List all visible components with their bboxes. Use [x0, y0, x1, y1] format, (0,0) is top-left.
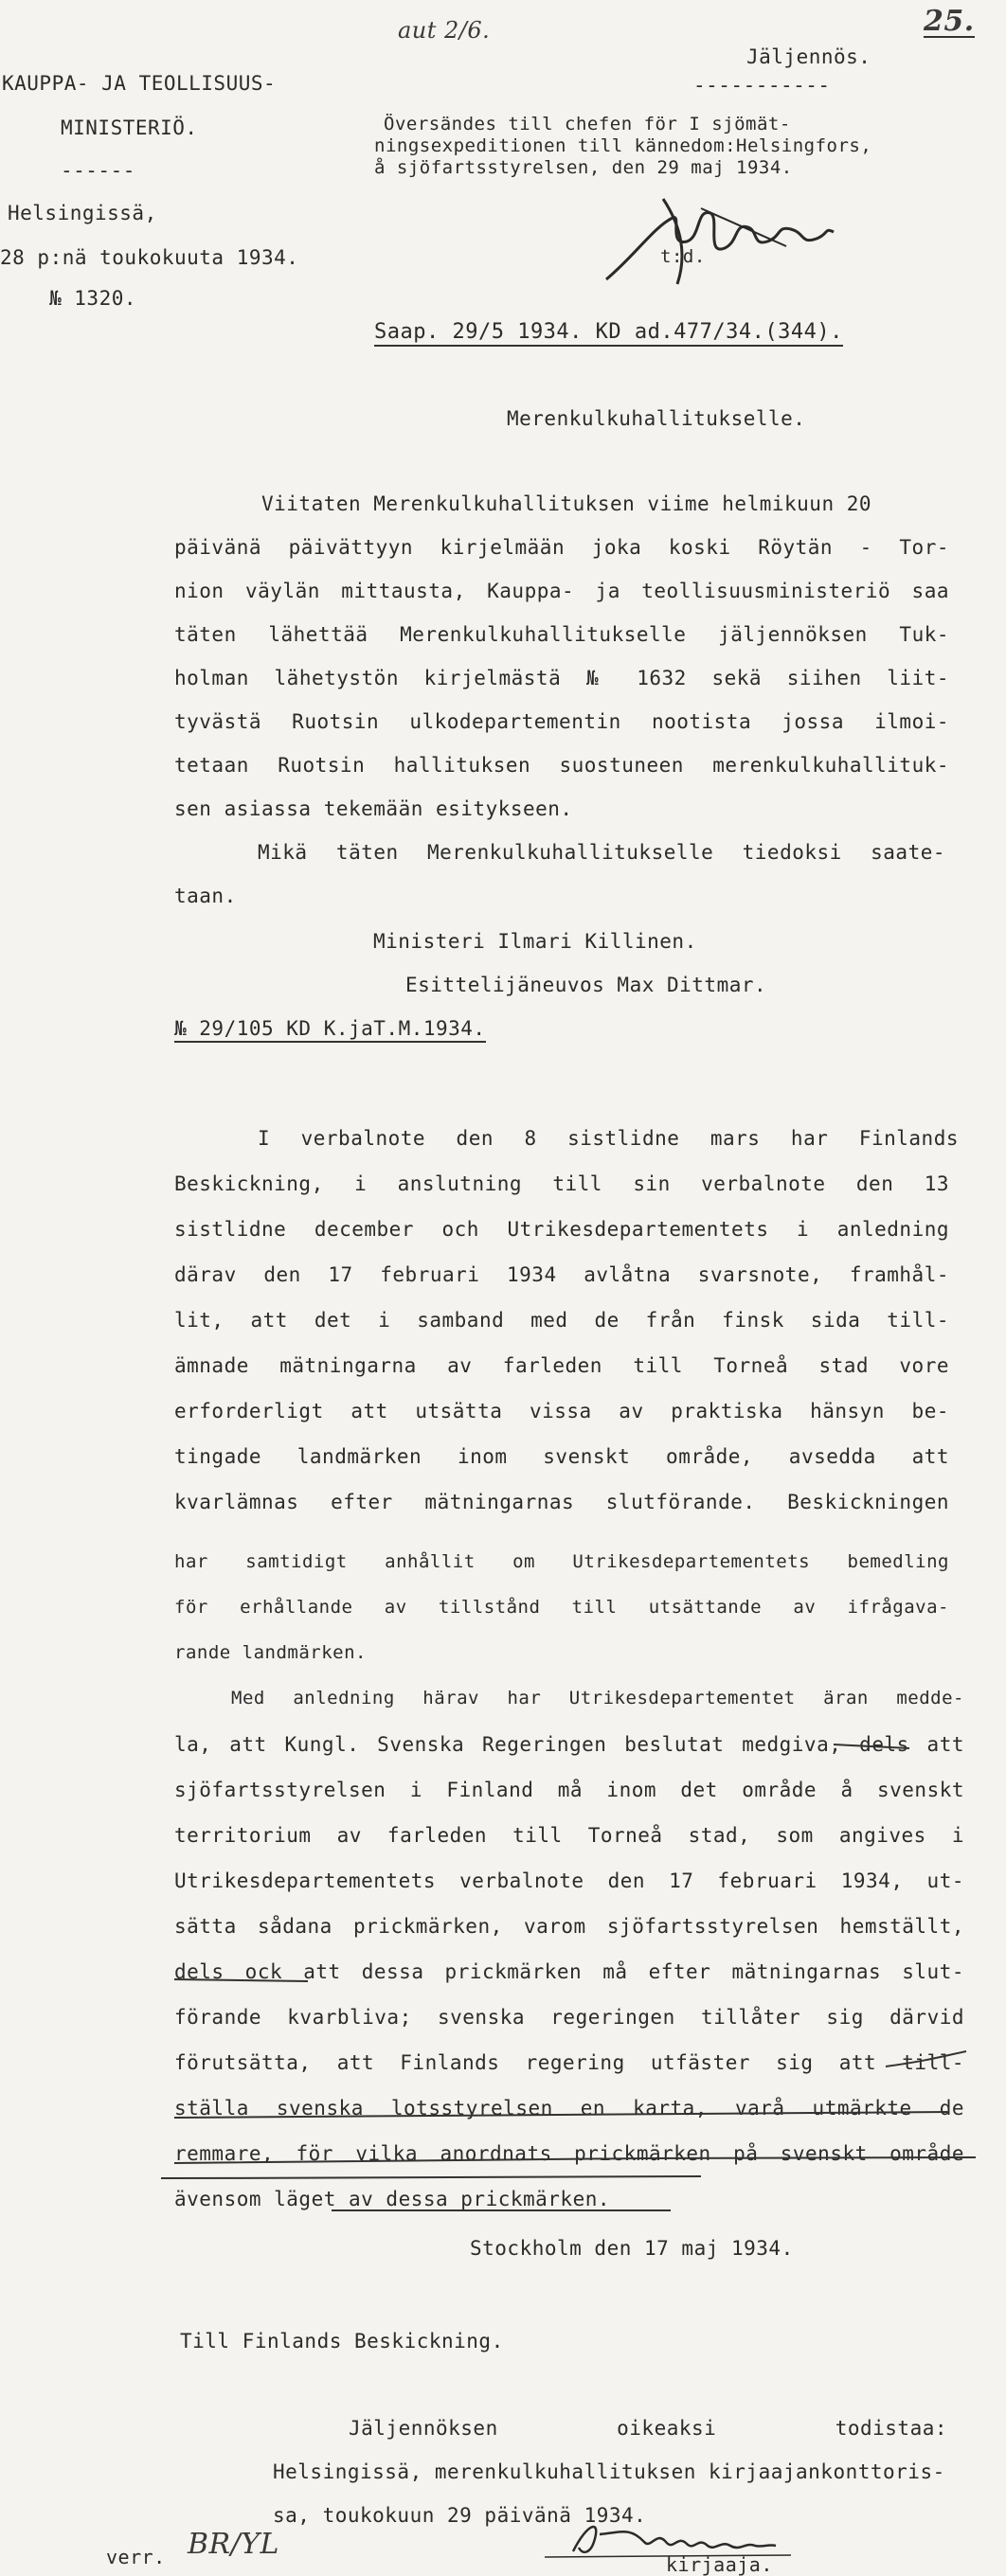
note-line: därav den 17 februari 1934 avlåtna svarsnote, framhål-	[174, 1263, 949, 1286]
page-number: 25.	[924, 5, 975, 38]
note-line: lit, att det i samband med de från finsk sida till-	[174, 1309, 949, 1332]
note-line: Med anledning härav har Utrikesdepartementet äran medde-	[231, 1688, 964, 1708]
note-recipient: Till Finlands Beskickning.	[180, 2330, 504, 2352]
letter-line: nion väylän mittausta, Kauppa- ja teollisuusministeriö saa	[174, 580, 949, 602]
copy-label: Jäljennös.	[746, 45, 871, 68]
copy-label-dashes: -----------	[693, 74, 831, 97]
verr-handwriting: BR/YL	[188, 2528, 279, 2561]
note-line: har samtidigt anhållit om Utrikesdepartementets bemedling	[174, 1551, 949, 1572]
note-line: dels ock att dessa prickmärken må efter mätningarnas slut-	[174, 1960, 964, 1983]
letter-line: holman lähetystön kirjelmästä № 1632 sekä siihen liit-	[174, 667, 949, 689]
letter-line: sen asiassa tekemään esitykseen.	[174, 797, 573, 820]
letter-line: taan.	[174, 885, 237, 907]
note-place-date: Stockholm den 17 maj 1934.	[470, 2237, 794, 2260]
forward-note-signature-suffix: t:d.	[660, 246, 706, 267]
letter-line: täten lähettää Merenkulkuhallitukselle jäljennöksen Tuk-	[174, 623, 949, 646]
forward-note-line1: Översändes till chefen för I sjömät-	[384, 114, 791, 134]
note-line: ställa svenska lotsstyrelsen en karta, varå utmärkte de	[174, 2097, 964, 2120]
sender-dashes: ------	[61, 159, 135, 182]
letter-line: Viitaten Merenkulkuhallituksen viime helmikuun 20	[261, 492, 872, 515]
reference-number: № 29/105 KD K.jaT.M.1934.	[174, 1019, 486, 1043]
note-line: la, att Kungl. Svenska Regeringen beslutat medgiva, dels att	[174, 1733, 964, 1756]
note-line: Utrikesdepartementets verbalnote den 17 februari 1934, ut-	[174, 1869, 964, 1892]
note-line: remmare, för vilka anordnats prickmärken på svenskt område	[174, 2142, 964, 2165]
verr-label: verr.	[106, 2546, 166, 2568]
received-stamp: Saap. 29/5 1934. KD ad.477/34.(344).	[374, 322, 843, 347]
addressee: Merenkulkuhallitukselle.	[507, 407, 806, 430]
referendary-name: Esittelijäneuvos Max Dittmar.	[405, 974, 767, 996]
sender-place: Helsingissä,	[8, 202, 157, 224]
forward-note-line2: ningsexpeditionen till kännedom:Helsingfors,	[374, 135, 872, 156]
note-line: ämnade mätningarna av farleden till Torneå stad vore	[174, 1354, 949, 1377]
sender-ministry-line2: MINISTERIÖ.	[61, 116, 198, 139]
forward-note-line3: å sjöfartsstyrelsen, den 29 maj 1934.	[374, 157, 793, 178]
registrar-title: kirjaaja.	[666, 2553, 773, 2576]
minister-name: Ministeri Ilmari Killinen.	[373, 930, 697, 953]
note-line: ävensom läget av dessa prickmärken.	[174, 2188, 611, 2210]
certification-line3: sa, toukokuun 29 päivänä 1934.	[273, 2504, 647, 2527]
letter-line: tyvästä Ruotsin ulkodepartementin nootista jossa ilmoi-	[174, 710, 949, 733]
sender-date: 28 p:nä toukokuuta 1934.	[0, 246, 299, 269]
handwritten-note: aut 2/6.	[398, 17, 491, 44]
note-line: för erhållande av tillstånd till utsättande av ifrågava-	[174, 1597, 949, 1618]
note-line: sätta sådana prickmärken, varom sjöfartsstyrelsen hemställt,	[174, 1915, 964, 1938]
note-line: tingade landmärken inom svenskt område, avsedda att	[174, 1445, 949, 1468]
note-line: I verbalnote den 8 sistlidne mars har Finlands	[258, 1127, 959, 1150]
certification-line1: Jäljennöksen oikeaksi todistaa:	[349, 2417, 947, 2440]
letter-line: päivänä päivättyyn kirjelmään joka koski Röytän - Tor-	[174, 536, 949, 559]
note-line: sistlidne december och Utrikesdepartementets i anledning	[174, 1218, 949, 1241]
certification-line2: Helsingissä, merenkulkuhallituksen kirjaajankonttoris-	[273, 2460, 945, 2483]
sender-number: № 1320.	[49, 287, 137, 310]
note-line: förutsätta, att Finlands regering utfäster sig att till-	[174, 2051, 964, 2074]
note-line: Beskickning, i anslutning till sin verbalnote den 13	[174, 1172, 949, 1195]
note-line: kvarlämnas efter mätningarnas slutförande. Beskickningen	[174, 1491, 949, 1513]
letter-line: Mikä täten Merenkulkuhallitukselle tiedoksi saate-	[258, 841, 945, 864]
letter-line: tetaan Ruotsin hallituksen suostuneen merenkulkuhallituk-	[174, 754, 949, 777]
sender-ministry-line1: KAUPPA- JA TEOLLISUUS-	[2, 72, 277, 95]
note-line: territorium av farleden till Torneå stad, som angives i	[174, 1824, 964, 1847]
note-line: sjöfartsstyrelsen i Finland må inom det område å svenskt	[174, 1779, 964, 1801]
note-line: rande landmärken.	[174, 1642, 367, 1663]
note-line: förande kvarbliva; svenska regeringen tillåter sig därvid	[174, 2006, 964, 2029]
note-line: erforderligt att utsätta vissa av praktiska hänsyn be-	[174, 1400, 949, 1422]
